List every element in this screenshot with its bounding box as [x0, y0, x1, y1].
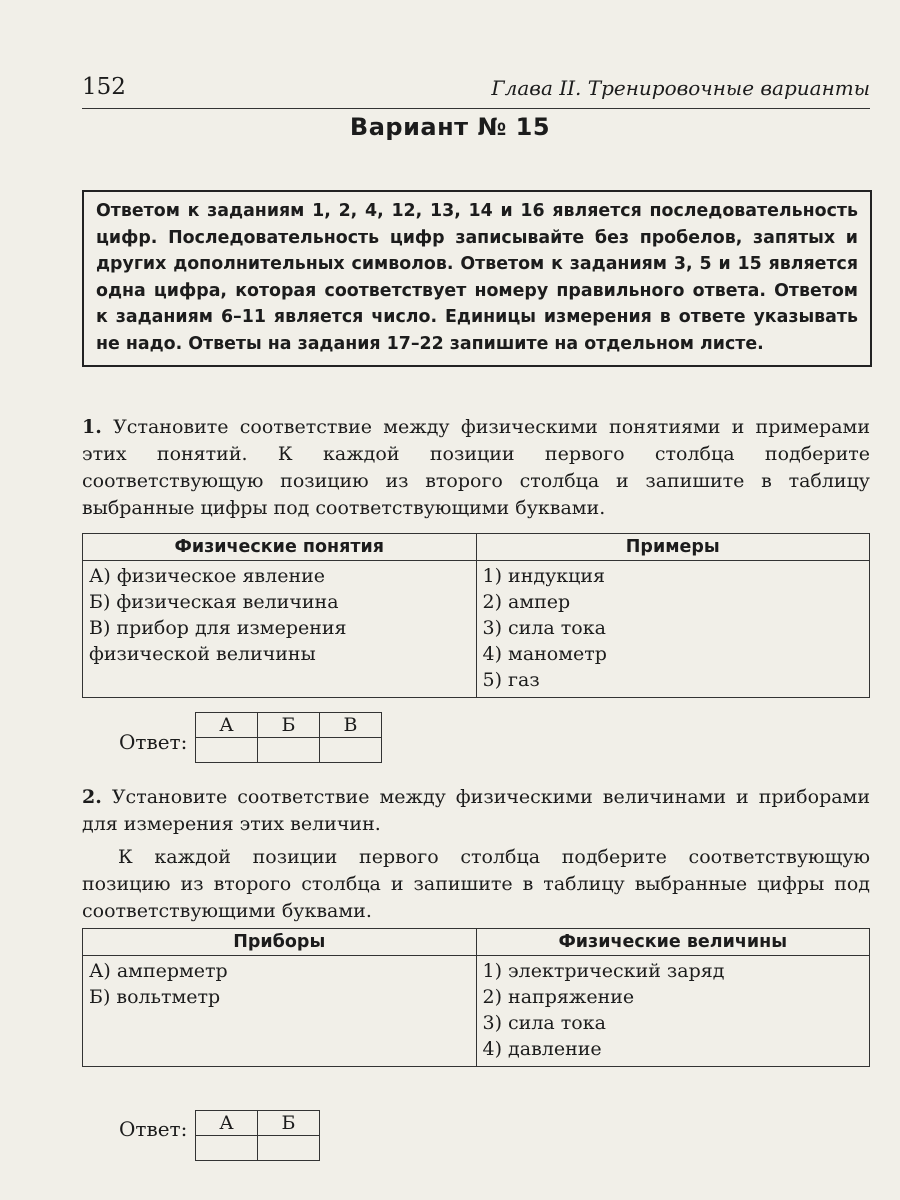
- answer-cell[interactable]: [196, 738, 258, 763]
- list-item: 2) напряжение: [482, 986, 635, 1008]
- task-1-right-cell: [476, 561, 870, 698]
- list-item: 3) сила тока: [482, 1012, 606, 1034]
- task-1-answer-label: Ответ:: [119, 730, 188, 754]
- list-item: 2) ампер: [482, 591, 571, 613]
- task-2-text: Установите соответствие между физическими величинами и приборами для измерения этих величин.: [82, 786, 870, 835]
- list-item: 5) газ: [482, 669, 540, 691]
- task-1-col-left: Физические понятия: [83, 534, 477, 561]
- list-item: 3) сила тока: [482, 617, 606, 639]
- task-2-col-right: Физические величины: [476, 929, 870, 956]
- list-item: 4) давление: [482, 1038, 602, 1060]
- list-item: 4) манометр: [482, 643, 607, 665]
- variant-title: Вариант № 15: [349, 113, 551, 141]
- task-1: [82, 414, 870, 522]
- answer-cell[interactable]: [258, 738, 320, 763]
- task-2-text-2: К каждой позиции первого столбца подберите соответствующую позицию из второго столбца и запишите в таблицу выбранные цифры под соответствующими буквами.: [82, 846, 870, 922]
- answer-cell[interactable]: [320, 738, 382, 763]
- task-1-left-cell: [83, 561, 477, 698]
- page-number: 152: [82, 74, 126, 100]
- task-2-answer-grid: [195, 1110, 320, 1161]
- task-1-col-right: Примеры: [476, 534, 870, 561]
- task-2-table: [82, 928, 870, 1067]
- answer-letter: Б: [258, 1111, 320, 1136]
- list-item: Б) вольтметр: [89, 986, 221, 1008]
- task-2: [82, 784, 870, 925]
- chapter-title: Глава II. Тренировочные варианты: [491, 76, 870, 100]
- task-2-left-cell: [83, 956, 477, 1067]
- answer-letter: В: [320, 713, 382, 738]
- answer-letter: Б: [258, 713, 320, 738]
- instructions-box: Ответом к заданиям 1, 2, 4, 12, 13, 14 и 16 является последовательность цифр. Последовательность цифр записывайте без пробелов, запятых и других дополнительных символов. Ответом к заданиям 3, 5 и 15 является одна цифра, которая соответствует номеру правильного ответа. Ответом к заданиям 6–11 является число. Единицы измерения в ответе указывать не надо. Ответы на задания 17–22 запишите на отдельном листе.: [82, 190, 872, 367]
- list-item: 1) индукция: [482, 565, 605, 587]
- answer-cell[interactable]: [258, 1136, 320, 1161]
- task-1-table: [82, 533, 870, 698]
- list-item: А) амперметр: [89, 960, 228, 982]
- answer-letter: А: [196, 713, 258, 738]
- task-1-answer-grid: [195, 712, 382, 763]
- page-header: [82, 72, 870, 109]
- answer-letter: А: [196, 1111, 258, 1136]
- task-2-answer-label: Ответ:: [119, 1117, 188, 1141]
- task-1-number: 1.: [82, 416, 102, 438]
- list-item: 1) электрический заряд: [482, 960, 725, 982]
- answer-cell[interactable]: [196, 1136, 258, 1161]
- task-2-col-left: Приборы: [83, 929, 477, 956]
- task-2-right-cell: [476, 956, 870, 1067]
- task-1-text: Установите соответствие между физическими понятиями и примерами этих понятий. К каждой позиции первого столбца подберите соответствующую позицию из второго столбца и запишите в таблицу выбранные цифры под соответствующими буквами.: [82, 416, 870, 519]
- list-item: А) физическое явление: [89, 565, 326, 587]
- list-item: В) прибор для измерения физической величины: [89, 617, 347, 665]
- list-item: Б) физическая величина: [89, 591, 339, 613]
- task-2-number: 2.: [82, 786, 102, 808]
